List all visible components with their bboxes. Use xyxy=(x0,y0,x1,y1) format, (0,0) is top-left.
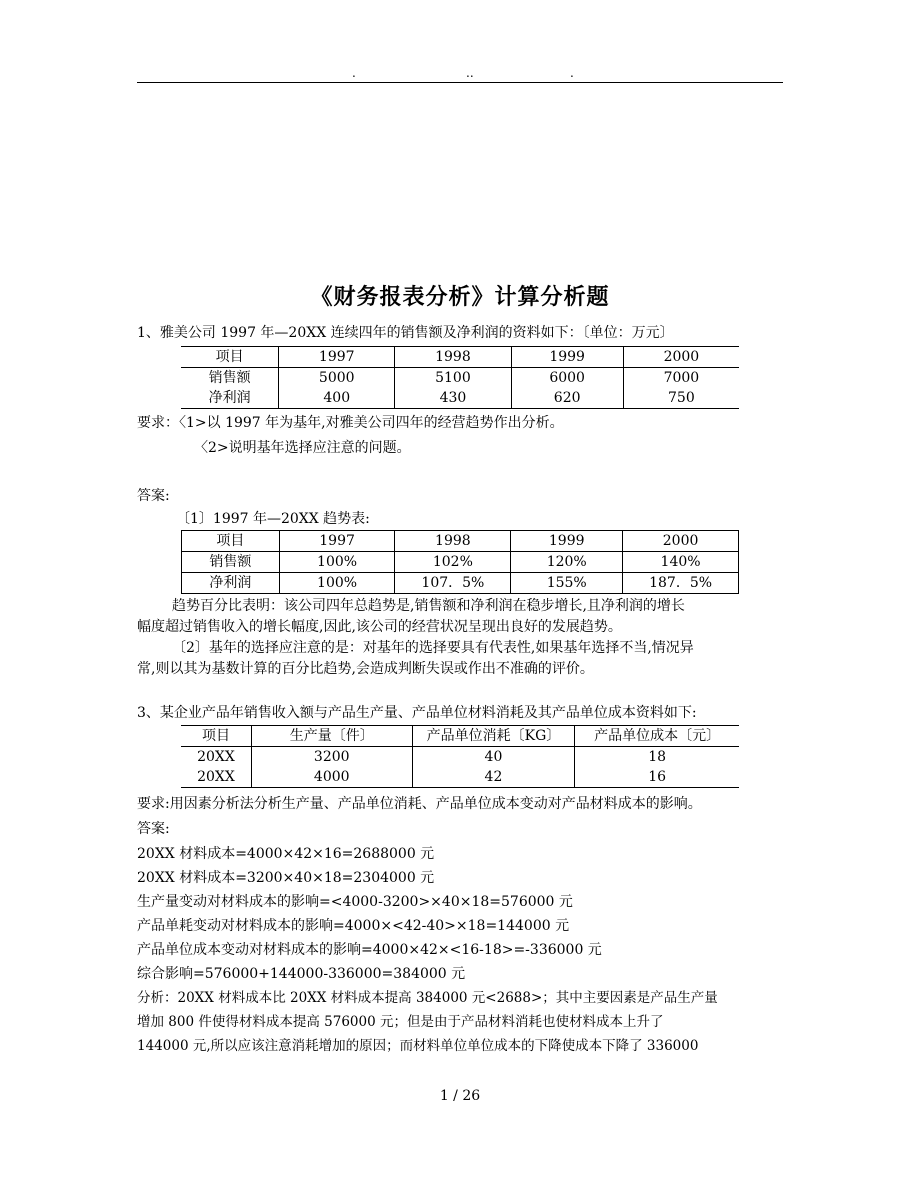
table-header-cell: 项目 xyxy=(181,726,251,747)
table-cell: 销售额 xyxy=(182,552,280,573)
q1-intro: 1、雅美公司 1997 年—20XX 连续四年的销售额及净利润的资料如下：〔单位：万元〕 xyxy=(137,325,674,341)
table-cell: 3200 xyxy=(251,747,412,768)
header-rule xyxy=(137,82,783,83)
table-cell: 7000 xyxy=(623,368,739,389)
table-header-row xyxy=(181,347,739,368)
table-header-cell: 项目 xyxy=(181,347,279,368)
table-cell: 40 xyxy=(412,747,575,768)
table-cell: 155% xyxy=(511,573,623,594)
q1-trend-title: 〔1〕1997 年—20XX 趋势表: xyxy=(176,511,370,527)
table-cell: 100% xyxy=(279,573,395,594)
q3-intro: 3、某企业产品年销售收入额与产品生产量、产品单位材料消耗及其产品单位成本资料如下: xyxy=(137,705,697,721)
table-cell: 6000 xyxy=(511,368,623,389)
table-row xyxy=(182,552,739,573)
table-row xyxy=(182,573,739,594)
table-cell: 20XX xyxy=(197,769,235,785)
page-header-marks xyxy=(0,66,920,80)
q3-answer-line: 产品单耗变动对材料成本的影响=4000×<42-40>×18=144000 元 xyxy=(137,918,570,934)
table-header-cell: 产品单位消耗〔KG〕 xyxy=(412,726,575,747)
header-mark: .. xyxy=(466,66,474,80)
table-header-cell: 1998 xyxy=(395,531,511,552)
table-header-row xyxy=(182,531,739,552)
q1-trend-table xyxy=(181,530,739,594)
q1-analysis-para2-line1: 〔2〕基年的选择应注意的是：对基年的选择要具有代表性,如果基年选择不当,情况异 xyxy=(172,640,694,656)
header-mark: . xyxy=(352,66,356,80)
q3-analysis-line: 分析：20XX 材料成本比 20XX 材料成本提高 384000 元<2688>；其中主要因素是产品生产量 xyxy=(137,990,718,1006)
table-header-cell: 1997 xyxy=(279,531,395,552)
table-cell: 5100 xyxy=(395,368,511,389)
table-cell: 净利润 xyxy=(182,573,280,594)
q1-analysis-para1-line1: 趋势百分比表明：该公司四年总趋势是,销售额和净利润在稳步增长,且净利润的增长 xyxy=(172,598,685,614)
table-cell: 102% xyxy=(395,552,511,573)
table-cell: 销售额 xyxy=(208,370,251,386)
q3-answer-line: 生产量变动对材料成本的影响=<4000-3200>×40×18=576000 元 xyxy=(137,894,573,910)
table-cell: 42 xyxy=(412,767,575,788)
q1-sales-table xyxy=(181,346,739,409)
table-cell: 5000 xyxy=(279,368,395,389)
table-header-cell: 2000 xyxy=(623,347,739,368)
table-header-cell: 1999 xyxy=(511,347,623,368)
table-cell: 400 xyxy=(279,388,395,409)
table-cell: 4000 xyxy=(251,767,412,788)
table-cell: 净利润 xyxy=(208,390,251,406)
q3-data-table xyxy=(181,725,739,788)
table-cell: 750 xyxy=(623,388,739,409)
table-header-cell: 1999 xyxy=(511,531,623,552)
table-cell: 140% xyxy=(623,552,739,573)
q3-answer-line: 产品单位成本变动对材料成本的影响=4000×42×<16-18>=-336000 元 xyxy=(137,942,602,958)
q3-answer-line: 20XX 材料成本=4000×42×16=2688000 元 xyxy=(137,846,435,862)
table-row xyxy=(181,747,739,768)
q3-analysis-line: 144000 元,所以应该注意消耗增加的原因；而材料单位单位成本的下降使成本下降了 336000 xyxy=(137,1038,699,1054)
q1-requirement-2: 〈2>说明基年选择应注意的问题。 xyxy=(194,440,411,456)
table-header-cell: 1998 xyxy=(395,347,511,368)
q1-analysis-para1-line2: 幅度超过销售收入的增长幅度,因此,该公司的经营状况呈现出良好的发展趋势。 xyxy=(137,619,622,635)
header-mark: . xyxy=(570,66,574,80)
q3-requirement: 要求:用因素分析法分析生产量、产品单位消耗、产品单位成本变动对产品材料成本的影响。 xyxy=(137,796,702,812)
table-cell: 20XX xyxy=(197,749,235,765)
table-header-row xyxy=(181,726,739,747)
table-header-cell: 生产量〔件〕 xyxy=(251,726,412,747)
table-header-cell: 产品单位成本〔元〕 xyxy=(575,726,739,747)
table-header-cell: 1997 xyxy=(279,347,395,368)
q3-analysis-line: 增加 800 件使得材料成本提高 576000 元；但是由于产品材料消耗也使材料成本上升了 xyxy=(137,1014,664,1030)
q3-answer-line: 20XX 材料成本=3200×40×18=2304000 元 xyxy=(137,870,435,886)
table-cell: 107．5% xyxy=(395,573,511,594)
table-header-cell: 项目 xyxy=(182,531,280,552)
table-cell: 100% xyxy=(279,552,395,573)
table-cell: 120% xyxy=(511,552,623,573)
page-title: 《财务报表分析》计算分析题 xyxy=(310,285,610,310)
table-row xyxy=(181,368,739,389)
table-cell: 16 xyxy=(575,767,739,788)
table-cell: 18 xyxy=(575,747,739,768)
table-row xyxy=(181,388,739,409)
page-number: 1 / 26 xyxy=(439,1088,481,1104)
table-cell: 620 xyxy=(511,388,623,409)
table-cell: 430 xyxy=(395,388,511,409)
q1-analysis-para2-line2: 常,则以其为基数计算的百分比趋势,会造成判断失误或作出不准确的评价。 xyxy=(137,661,594,677)
q3-answer-line: 综合影响=576000+144000-336000=384000 元 xyxy=(137,966,466,982)
table-row xyxy=(181,767,739,788)
q1-requirement-1: 要求：〈1>以 1997 年为基年,对雅美公司四年的经营趋势作出分析。 xyxy=(137,415,564,431)
table-header-cell: 2000 xyxy=(623,531,739,552)
q1-answer-label: 答案: xyxy=(137,488,170,504)
q3-answer-label: 答案: xyxy=(137,821,170,837)
table-cell: 187．5% xyxy=(623,573,739,594)
